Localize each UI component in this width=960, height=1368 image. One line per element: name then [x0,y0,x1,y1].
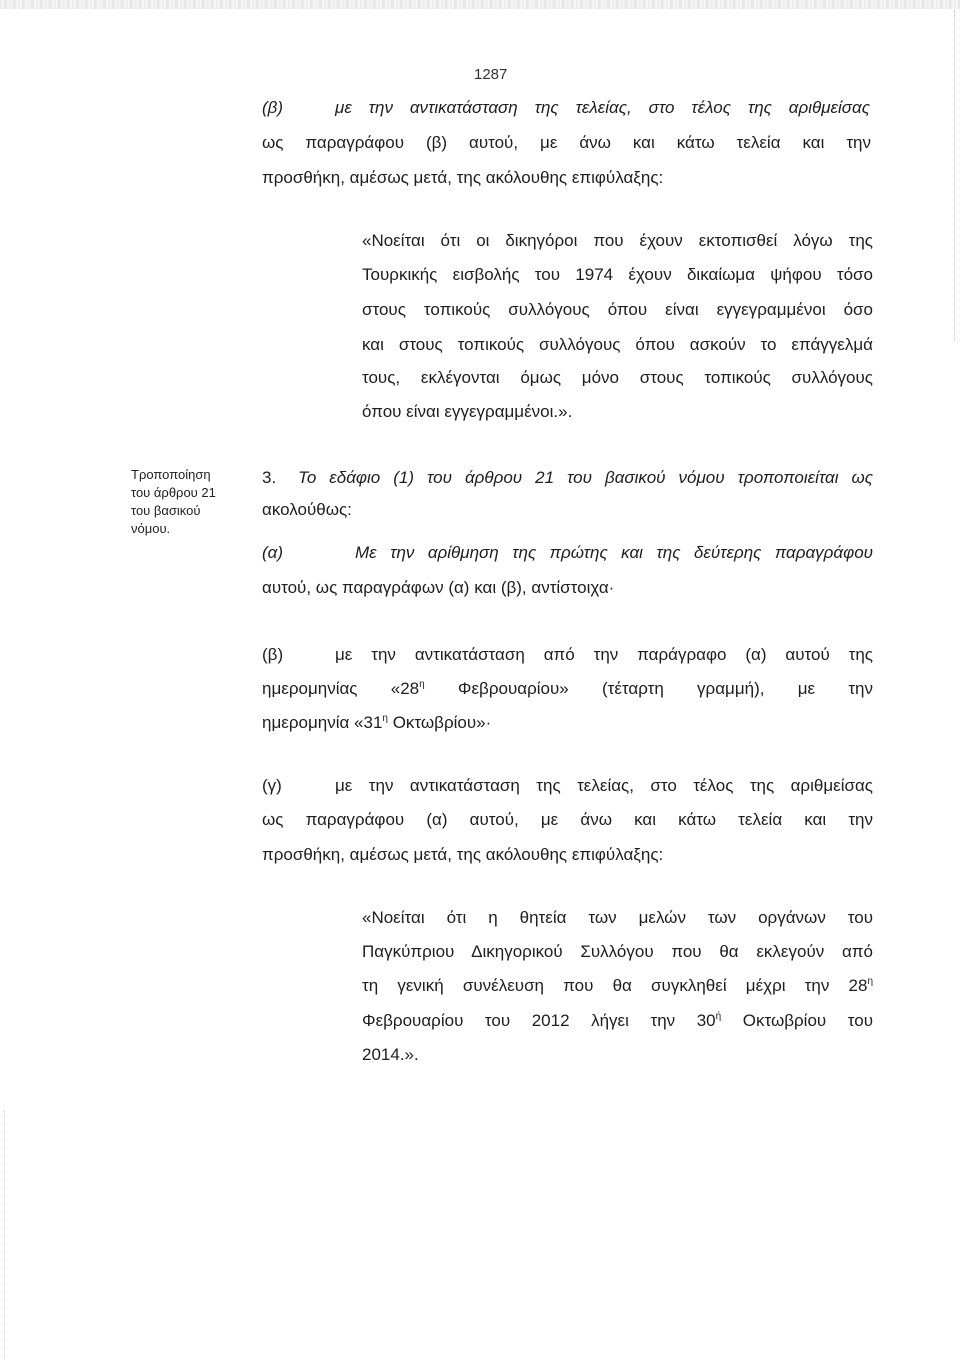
item-a-line-1: Με την αρίθμηση της πρώτης και της δεύτερης παραγράφου [355,543,873,562]
item-c-line-1: με την αντικατάσταση της τελείας, στο τέλος της αριθμείσας [335,776,873,795]
item-b-line-2 [262,679,873,699]
proviso-2-line-3-sup: η [867,976,873,987]
proviso-2-line-4-pre: Φεβρουαρίου του 2012 λήγει την 30 [362,1011,716,1030]
proviso-1-line-5: τους, εκλέγονται όμως μόνο στους τοπικούς συλλόγους [362,368,873,387]
scan-noise-left-edge [4,1110,5,1360]
proviso-1-line-2: Τουρκικής εισβολής του 1974 έχουν δικαίωμα ψήφου τόσο [362,265,873,284]
proviso-1-line-6: όπου είναι εγγεγραμμένοι.». [362,402,573,421]
proviso-1-line-3: στους τοπικούς συλλόγους όπου είναι εγγεγραμμένοι όσο [362,300,873,319]
item-b-line-3 [262,713,491,733]
margin-note-line-4: νόμου. [131,521,171,536]
para-b-label: (β) [262,98,284,117]
proviso-2-line-2: Παγκύπριου Δικηγορικού Συλλόγου που θα εκλεγούν από [362,942,873,961]
item-b-line-3-sup: η [382,713,388,724]
page-number: 1287 [474,66,508,83]
item-b-line-2-pre: ημερομηνίας «28 [262,679,420,698]
item-b-line-1: με την αντικατάσταση από την παράγραφο (α) αυτού της [335,645,873,664]
proviso-1-line-4: και στους τοπικούς συλλόγους όπου ασκούν το επάγγελμά [362,335,873,354]
item-c-line-2: ως παραγράφου (α) αυτού, με άνω και κάτω τελεία και την [262,810,873,829]
margin-note-line-1: Τροποποίηση [131,467,211,482]
proviso-2-line-4 [362,1011,873,1031]
scan-noise-right-edge [954,10,955,340]
item-b-label: (β) [262,645,284,664]
proviso-1-line-1: «Νοείται ότι οι δικηγόροι που έχουν εκτοπισθεί λόγω της [362,231,873,250]
proviso-2-line-4-sup: ή [715,1011,722,1022]
proviso-2-line-3 [362,976,873,996]
proviso-2-line-5: 2014.». [362,1045,419,1064]
item-b-line-2-post: Φεβρουαρίου» (τέταρτη γραμμή), με την [424,679,873,698]
item-b-line-2-sup: η [419,679,425,690]
proviso-2-line-4-post: Οκτωβρίου του [721,1011,874,1030]
item-b-line-3-pre: ημερομηνία «31 [262,713,383,732]
section-3-line-2: ακολούθως: [262,500,352,519]
margin-note-line-2: του άρθρου 21 [131,485,216,500]
para-b-line-3: προσθήκη, αμέσως μετά, της ακόλουθης επιφύλαξης: [262,168,664,187]
item-c-label: (γ) [262,776,282,795]
proviso-2-line-3-pre: τη γενική συνέλευση που θα συγκληθεί μέχρι την 28 [362,976,868,995]
item-a-label: (α) [262,543,284,562]
para-b-line-1: με την αντικατάσταση της τελείας, στο τέλος της αριθμείσας [335,98,870,117]
item-a-line-2: αυτού, ως παραγράφων (α) και (β), αντίστοιχα· [262,578,615,597]
section-3-number: 3. [262,468,277,487]
margin-note-line-3: του βασικού [131,503,201,518]
para-b-line-2: ως παραγράφου (β) αυτού, με άνω και κάτω τελεία και την [262,133,871,152]
item-b-line-3-post: Οκτωβρίου»· [387,713,492,732]
section-3-line-1: Το εδάφιο (1) του άρθρου 21 του βασικού νόμου τροποποιείται ως [298,468,873,487]
scan-noise-top [0,0,960,9]
item-c-line-3: προσθήκη, αμέσως μετά, της ακόλουθης επιφύλαξης: [262,845,664,864]
proviso-2-line-1: «Νοείται ότι η θητεία των μελών των οργάνων του [362,908,873,927]
